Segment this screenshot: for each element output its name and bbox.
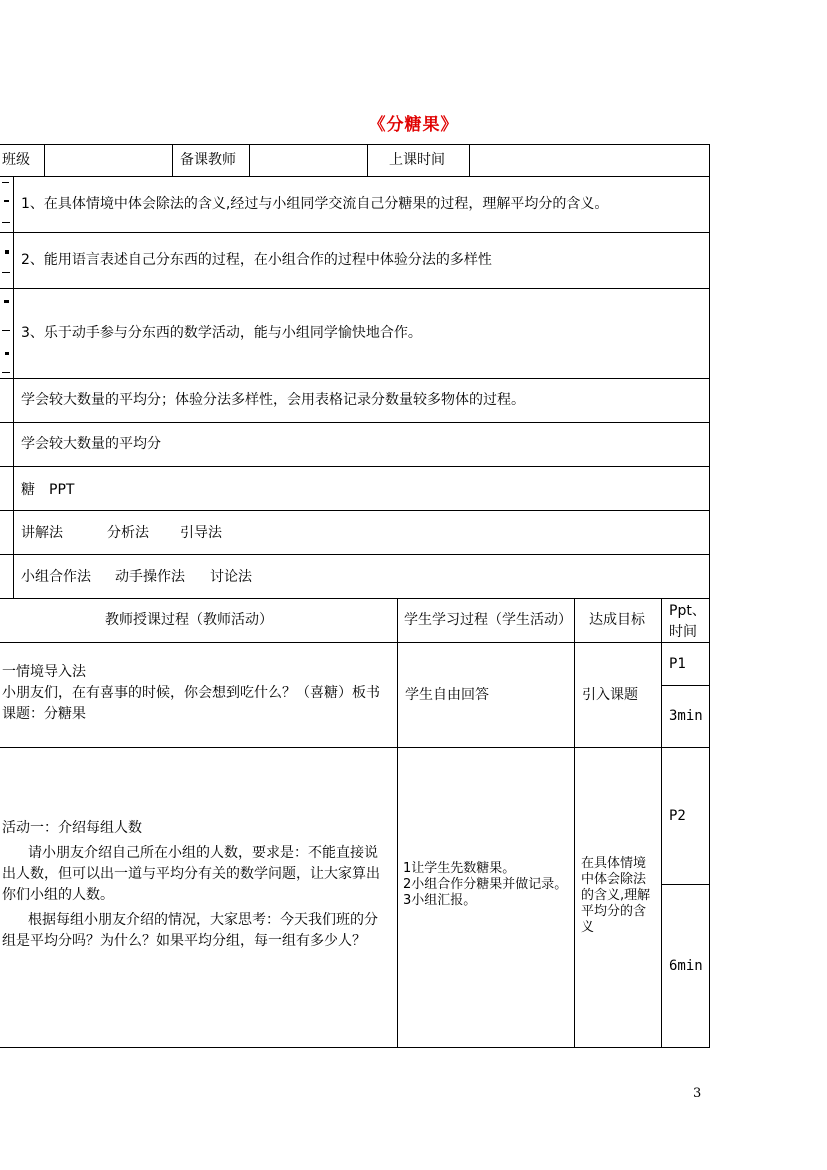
teaching-method-2: 分析法	[107, 525, 149, 541]
section1-line2: 课题：分糖果	[2, 706, 86, 722]
section2-student-list	[403, 861, 571, 909]
class-label: 班级	[2, 152, 30, 168]
objective-3: 3、乐于动手参与分东西的数学活动，能与小组同学愉快地合作。	[21, 325, 422, 341]
section2-student-item: 2小组合作分糖果并做记录。	[403, 877, 568, 892]
time-header: 时间	[669, 624, 697, 640]
teaching-method-1: 讲解法	[21, 525, 63, 541]
section2-time: 6min	[669, 958, 703, 974]
learning-method-3: 讨论法	[210, 569, 252, 585]
section2-p1-line3: 你们小组的人数。	[2, 887, 114, 903]
section2-p2-line1: 根据每组小朋友介绍的情况，大家思考：今天我们班的分	[28, 912, 378, 928]
class-time-label: 上课时间	[389, 152, 445, 168]
objective-2: 2、能用语言表述自己分东西的过程，在小组合作的过程中体验分法的多样性	[21, 252, 492, 268]
section2-goal: 在具体情境中体会除法的含义,理解平均分的含义	[581, 856, 651, 935]
section1-line1: 小朋友们，在有喜事的时候，你会想到吃什么？（喜糖）板书	[2, 685, 380, 701]
teacher-label: 备课教师	[180, 152, 236, 168]
section1-student: 学生自由回答	[405, 687, 489, 703]
goal-header: 达成目标	[589, 612, 645, 628]
section2-p1-line2: 出人数，但可以出一道与平均分有关的数学问题，让大家算出	[2, 866, 380, 882]
objective-1: 1、在具体情境中体会除法的含义,经过与小组同学交流自己分糖果的过程，理解平均分的含义。	[21, 196, 609, 212]
page-number: 3	[693, 1086, 702, 1101]
section1-goal: 引入课题	[582, 687, 638, 703]
teaching-method-3: 引导法	[180, 525, 222, 541]
section2-heading: 活动一：介绍每组人数	[2, 820, 142, 836]
learning-method-1: 小组合作法	[21, 569, 91, 585]
difficulty-text: 学会较大数量的平均分	[21, 436, 161, 452]
student-process-header: 学生学习过程（学生活动）	[404, 612, 572, 628]
section1-time: 3min	[669, 708, 703, 724]
section1-heading: 一情境导入法	[2, 664, 86, 680]
section2-student-item: 3小组汇报。	[403, 893, 477, 908]
section1-ppt: P1	[669, 656, 686, 672]
section2-student-item: 1让学生先数糖果。	[403, 861, 516, 876]
materials-text: 糖 PPT	[21, 482, 75, 498]
section2-p2-line2: 组是平均分吗？为什么？如果平均分组，每一组有多少人？	[2, 933, 366, 949]
section2-p1-line1: 请小朋友介绍自己所在小组的人数，要求是：不能直接说	[28, 845, 378, 861]
document-title: 《分糖果》	[368, 115, 459, 135]
key-points-text: 学会较大数量的平均分；体验分法多样性，会用表格记录分数量较多物体的过程。	[21, 392, 525, 408]
learning-method-2: 动手操作法	[115, 569, 185, 585]
section2-ppt: P2	[669, 808, 686, 824]
ppt-header: Ppt、	[669, 603, 706, 619]
teacher-process-header: 教师授课过程（教师活动）	[105, 612, 273, 628]
